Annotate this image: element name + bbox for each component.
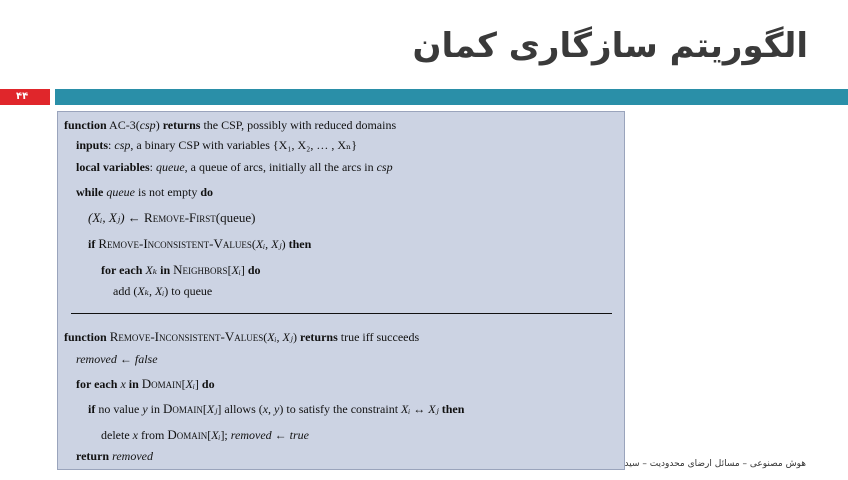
keyword: returns (162, 118, 201, 132)
keyword: then (441, 402, 465, 416)
text: : (149, 160, 157, 174)
function-name: Domain (167, 427, 208, 442)
function-name: Neighbors (173, 262, 228, 277)
keyword: local variables (76, 160, 150, 174)
text: add ( (113, 284, 138, 298)
text: ) to satisfy the constraint (279, 402, 402, 416)
keyword: function (64, 330, 107, 344)
keyword: inputs (76, 138, 109, 152)
slide-number: ۴۴ (16, 91, 29, 102)
riv-line-5 (101, 427, 309, 443)
text: ) (155, 118, 163, 132)
keyword: function (64, 118, 107, 132)
text: [ (202, 402, 207, 416)
header-bar (55, 89, 848, 105)
variable: x (120, 377, 126, 391)
text: [ (181, 377, 186, 391)
text: [ (207, 428, 212, 442)
ac3-line-3 (76, 160, 393, 175)
variable: removed ← false (76, 352, 158, 366)
text: ] allows ( (217, 402, 263, 416)
text: ( (251, 237, 256, 251)
text: AC-3( (106, 118, 140, 132)
ac3-line-4 (76, 185, 213, 200)
section-divider (71, 313, 612, 314)
slide-title: الگوریتم سازگاری کمان (412, 26, 808, 66)
algorithm-box (57, 111, 625, 470)
keyword: for each (101, 263, 143, 277)
variable: x, y (262, 402, 280, 416)
riv-line-4 (88, 401, 464, 417)
text: delete (101, 428, 133, 442)
variable: Xᵢ, Xⱼ (255, 237, 282, 251)
slide-footer: هوش مصنوعی – مسائل ارضای محدودیت – سید (624, 459, 806, 469)
function-name: Remove-Inconsistent-Values (109, 329, 264, 344)
text: from (137, 428, 168, 442)
riv-line-1 (64, 329, 419, 345)
ac3-line-8 (113, 284, 212, 299)
text: true iff succeeds (337, 330, 420, 344)
ac3-line-6 (88, 236, 311, 252)
text: ] (240, 263, 248, 277)
riv-line-3 (76, 376, 215, 392)
keyword: if (88, 402, 96, 416)
variable: y (142, 402, 148, 416)
keyword: for each (76, 377, 118, 391)
keyword: if (88, 237, 96, 251)
text: ) (281, 237, 289, 251)
text: in (147, 402, 164, 416)
keyword: do (201, 377, 215, 391)
keyword: do (247, 263, 261, 277)
ac3-line-2 (76, 138, 357, 153)
variable: Xᵢ (185, 377, 195, 391)
variable: Xₖ, Xᵢ (137, 284, 165, 298)
keyword: in (128, 377, 139, 391)
keyword: while (76, 185, 104, 199)
text: the CSP, possibly with reduced domains (200, 118, 397, 132)
ac3-line-7 (101, 262, 261, 278)
variable: removed (112, 449, 153, 463)
function-name: Domain (141, 376, 182, 391)
variable: csp (139, 118, 156, 132)
text: (queue) (215, 210, 256, 225)
keyword: then (288, 237, 312, 251)
text: ]; (220, 428, 231, 442)
variable: removed ← true (230, 428, 309, 442)
keyword: do (200, 185, 214, 199)
ac3-line-5 (88, 210, 255, 226)
text: , a queue of arcs, initially all the arcs in (184, 160, 377, 174)
keyword: returns (299, 330, 338, 344)
variable: Xᵢ (211, 428, 221, 442)
variable: x (132, 428, 138, 442)
keyword: return (76, 449, 110, 463)
function-name: Remove-First (144, 210, 216, 225)
function-name: Domain (163, 401, 203, 416)
variable: Xⱼ (206, 402, 218, 416)
text: , a binary CSP with variables {X₁, X₂, … , Xₙ} (130, 138, 357, 152)
text: ] (194, 377, 202, 391)
text: : (108, 138, 115, 152)
variable: Xᵢ (231, 263, 241, 277)
variable: csp (114, 138, 131, 152)
variable: csp (376, 160, 393, 174)
function-name: Remove-Inconsistent-Values (98, 236, 252, 251)
riv-line-2 (76, 352, 158, 367)
text: is not empty (135, 185, 201, 199)
text: ( (263, 330, 268, 344)
variable: Xᵢ ↔ Xⱼ (401, 402, 439, 416)
variable: Xₖ (145, 263, 158, 277)
variable: (Xᵢ, Xⱼ) (88, 210, 125, 225)
riv-line-6 (76, 449, 153, 464)
ac3-line-1 (64, 118, 396, 133)
text: ) to queue (164, 284, 213, 298)
text: no value (95, 402, 143, 416)
variable: queue (156, 160, 185, 174)
variable: Xᵢ, Xⱼ (267, 330, 293, 344)
text: ← (124, 210, 145, 225)
text: ) (292, 330, 300, 344)
variable: queue (106, 185, 135, 199)
text: [ (227, 263, 232, 277)
keyword: in (160, 263, 171, 277)
